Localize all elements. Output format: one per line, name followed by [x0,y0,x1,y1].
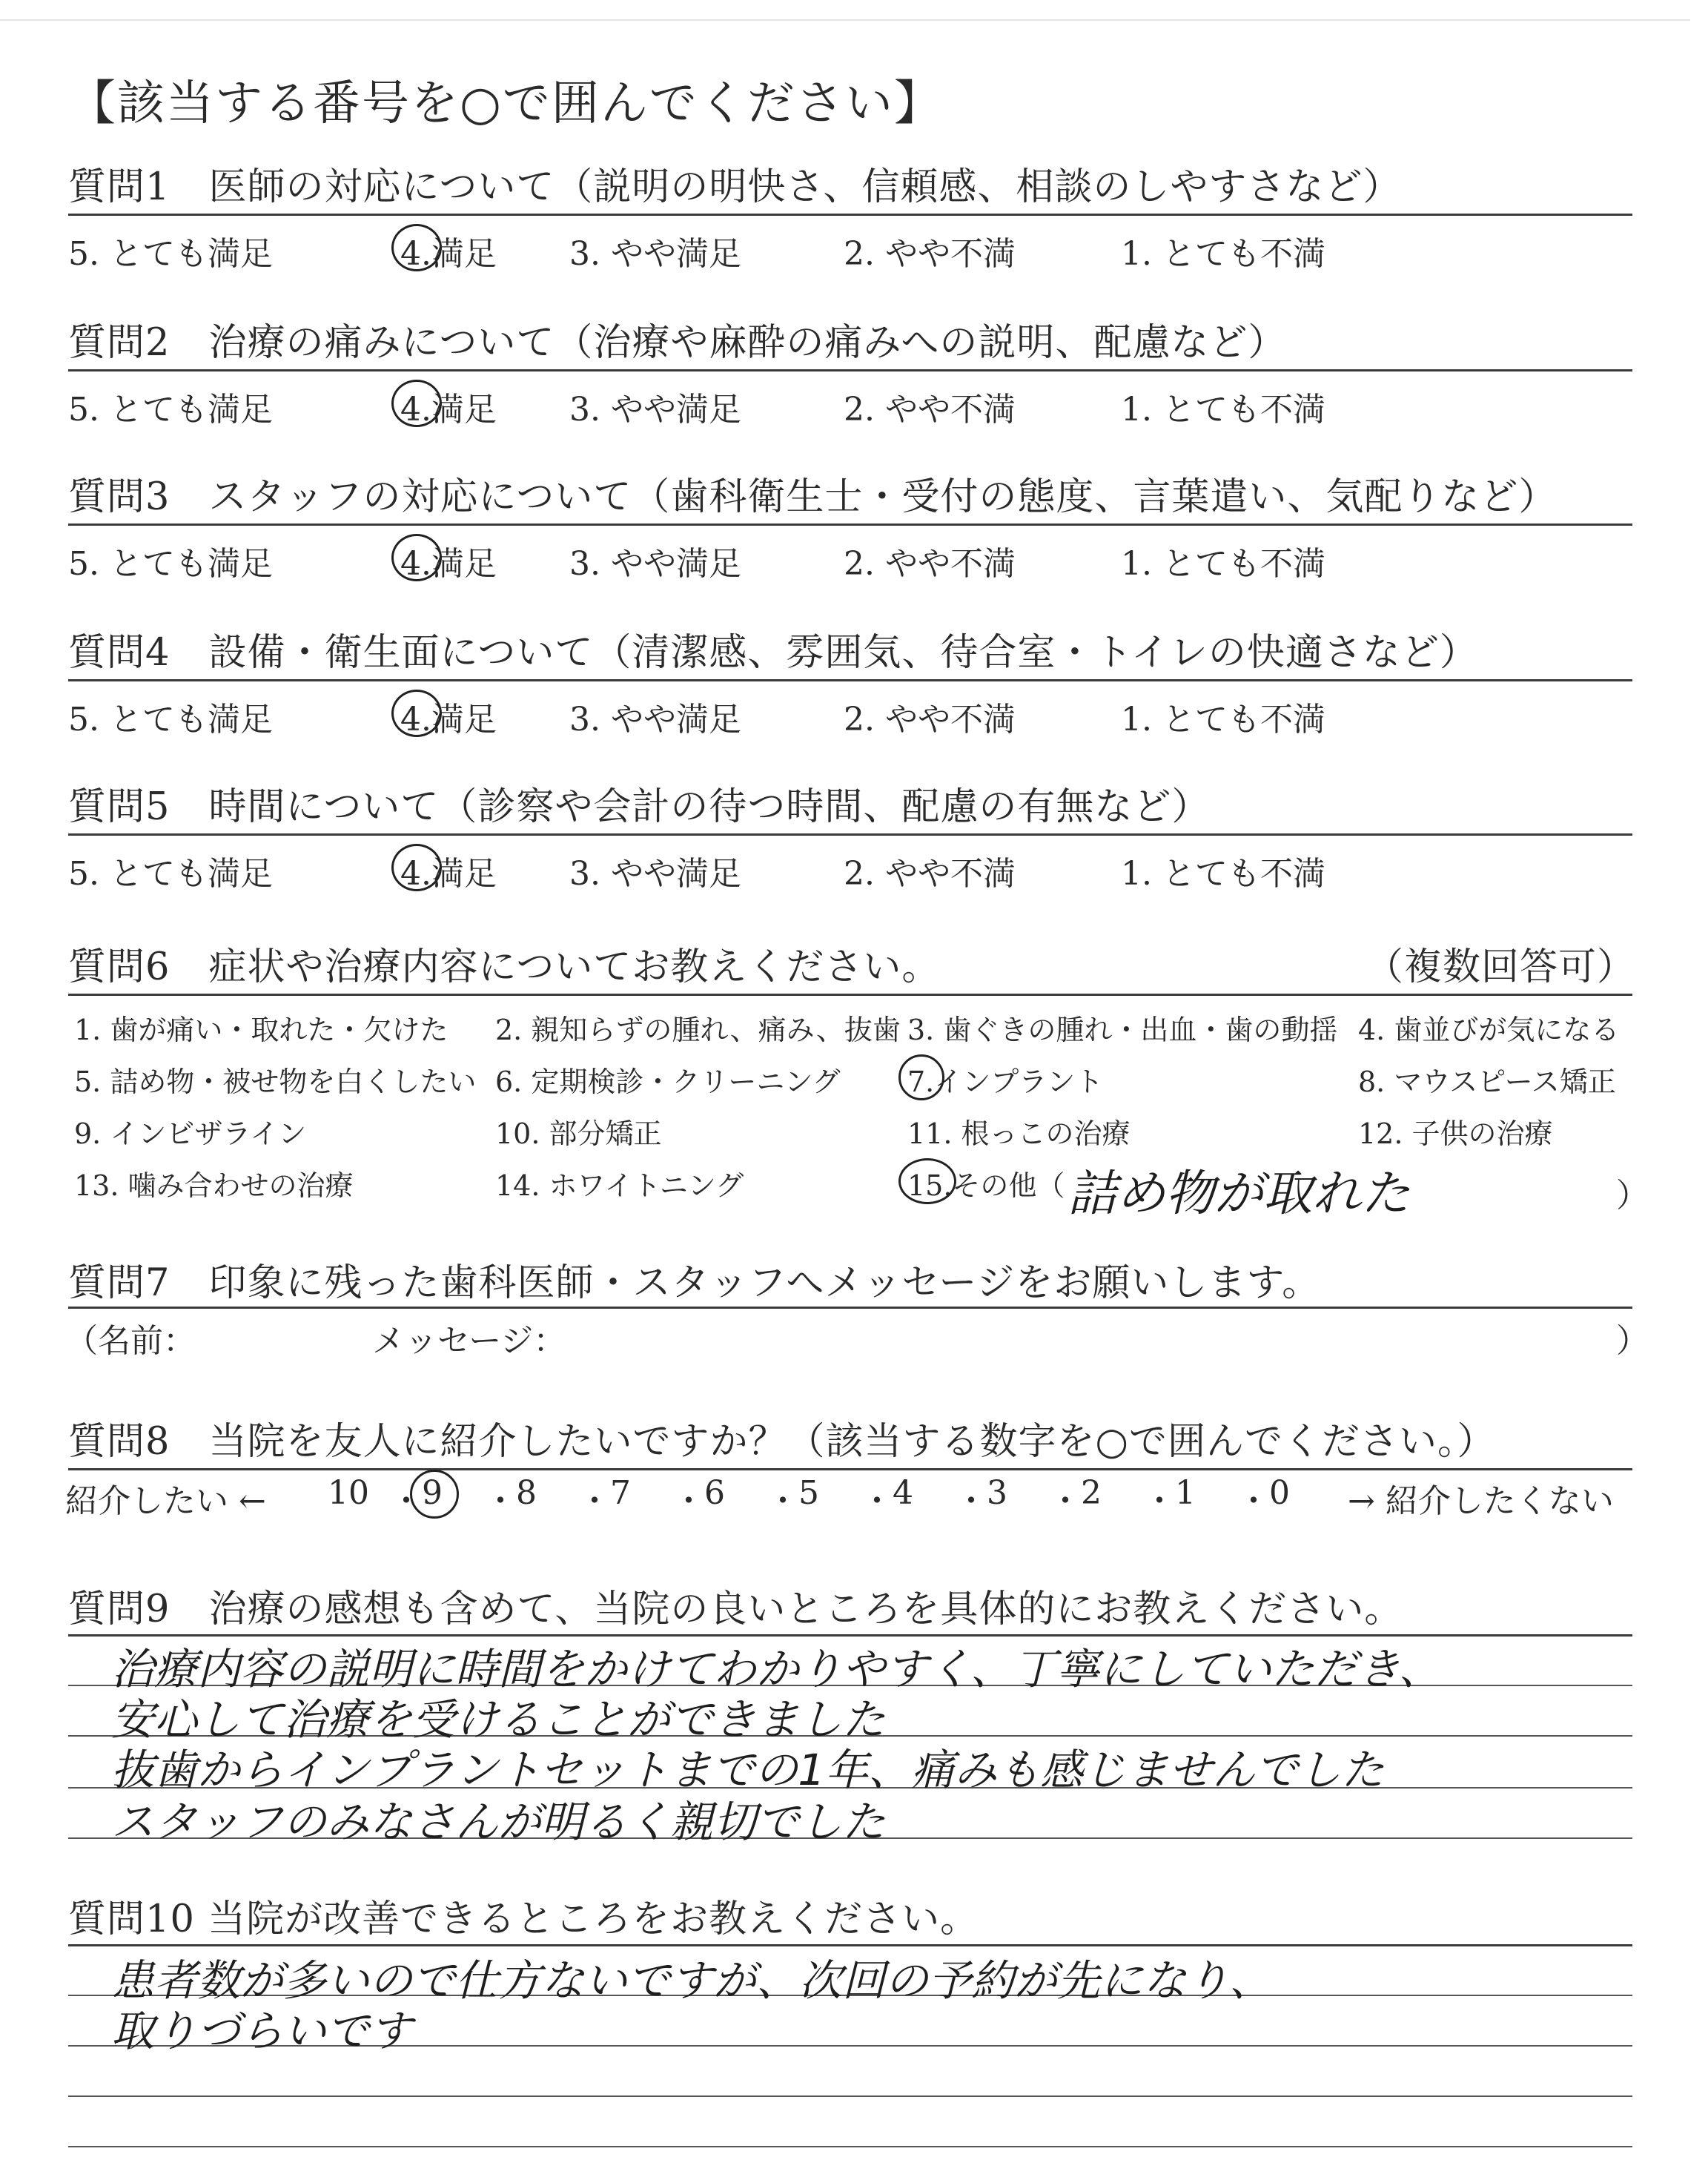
q8-dot-separator: ・ [484,1482,517,1520]
q1-option-2[interactable]: 2. やや不満 [844,235,1016,273]
q8-dot-separator: ・ [955,1482,987,1520]
q5-option-3[interactable]: 3. やや満足 [569,855,741,893]
q6-selection-circle [898,1054,944,1100]
q8-dot-separator: ・ [390,1482,423,1520]
q6-selection-circle [898,1158,956,1204]
q8-scale-5[interactable]: 5 [798,1474,819,1512]
q5-selection-circle [391,844,442,891]
form-heading: 【該当する番号を○で囲んでください】 [68,76,943,131]
q4-option-3[interactable]: 3. やや満足 [569,701,741,739]
q2-option-1[interactable]: 1. とても不満 [1121,391,1325,429]
q6-option-9[interactable]: 9. インビザライン [74,1117,307,1150]
q5-rule [68,833,1632,836]
q8-scale-1[interactable]: 1 [1175,1474,1196,1512]
q10-answer-line: 取りづらいです [111,2006,413,2056]
q8-dot-separator: ・ [672,1482,705,1520]
q3-option-3[interactable]: 3. やや満足 [569,545,741,583]
q4-option-5[interactable]: 5. とても満足 [68,701,273,739]
q10-title: 質問10 当院が改善できるところをお教えください。 [68,1898,979,1941]
q7-rule [68,1307,1632,1309]
q1-option-3[interactable]: 3. やや満足 [569,235,741,273]
q9-answer-line: 抜歯からインプラントセットまでの1年、痛みも感じませんでした [111,1745,1385,1795]
q8-scale-4[interactable]: 4 [893,1474,913,1512]
q8-scale-8[interactable]: 8 [516,1474,537,1512]
q2-rule [68,369,1632,371]
q9-answer-line: スタッフのみなさんが明るく親切でした [111,1797,886,1847]
q3-option-2[interactable]: 2. やや不満 [844,545,1016,583]
q4-rule [68,679,1632,681]
q8-dot-separator: ・ [1237,1482,1270,1520]
q1-title: 質問1 医師の対応について（説明の明快さ、信頼感、相談のしやすさなど） [68,165,1402,209]
q3-title: 質問3 スタッフの対応について（歯科衛生士・受付の態度、言葉遣い、気配りなど） [68,475,1558,519]
q2-option-4[interactable]: 4.満足 [400,391,497,429]
q5-option-1[interactable]: 1. とても不満 [1121,855,1325,893]
q6-option-13[interactable]: 13. 噛み合わせの治療 [74,1169,354,1202]
q6-option-5[interactable]: 5. 詰め物・被せ物を白くしたい [74,1066,477,1098]
q5-option-2[interactable]: 2. やや不満 [844,855,1016,893]
q10-answer-line: 患者数が多いので仕方ないですが、次回の予約が先になり、 [111,1955,1273,2006]
q7-title: 質問7 印象に残った歯科医師・スタッフへメッセージをお願いします。 [68,1261,1321,1305]
q10-line-3 [68,2095,1632,2097]
q6-option-11[interactable]: 11. 根っこの治療 [907,1117,1131,1150]
q6-other-answer: 詰め物が取れた [1068,1165,1410,1222]
q9-title: 質問9 治療の感想も含めて、当院の良いところを具体的にお教えください。 [68,1588,1403,1631]
q4-option-4[interactable]: 4.満足 [400,701,497,739]
q7-name-label: （名前： [65,1322,196,1360]
q6-option-1[interactable]: 1. 歯が痛い・取れた・欠けた [74,1014,448,1046]
q4-option-2[interactable]: 2. やや不満 [844,701,1016,739]
q7-message-label: メッセージ： [372,1322,566,1360]
q6-other-close: ） [1616,1177,1649,1215]
q6-option-12[interactable]: 12. 子供の治療 [1358,1117,1553,1150]
q6-option-8[interactable]: 8. マウスピース矯正 [1358,1066,1616,1098]
q1-option-1[interactable]: 1. とても不満 [1121,235,1325,273]
page-top-border [0,19,1690,21]
q9-answer-line: 治療内容の説明に時間をかけてわかりやすく、丁寧にしていただき、 [111,1644,1442,1694]
q2-option-2[interactable]: 2. やや不満 [844,391,1016,429]
q3-rule [68,524,1632,526]
q8-scale-7[interactable]: 7 [610,1474,631,1512]
q8-dot-separator: ・ [767,1482,799,1520]
q6-title: 質問6 症状や治療内容についてお教えください。 [68,945,941,989]
q1-option-5[interactable]: 5. とても満足 [68,235,273,273]
q6-option-2[interactable]: 2. 親知らずの腫れ、痛み、抜歯 [495,1014,901,1046]
q6-option-10[interactable]: 10. 部分矯正 [495,1117,662,1150]
q6-option-14[interactable]: 14. ホワイトニング [495,1169,744,1202]
q8-scale-9[interactable]: 9 [422,1474,443,1512]
q1-rule [68,214,1632,216]
q8-selection-circle [410,1470,459,1519]
q8-rule [68,1468,1632,1470]
q6-option-15[interactable]: 15.その他（ [907,1169,1065,1202]
q8-dot-separator: ・ [1049,1482,1082,1520]
q8-left-label: 紹介したい ← [65,1482,266,1520]
q8-scale-6[interactable]: 6 [704,1474,725,1512]
q5-title: 質問5 時間について（診察や会計の待つ時間、配慮の有無など） [68,785,1211,829]
q10-line-4 [68,2146,1632,2147]
q8-scale-10[interactable]: 10 [328,1474,369,1512]
q4-option-1[interactable]: 1. とても不満 [1121,701,1325,739]
q1-option-4[interactable]: 4.満足 [400,235,497,273]
q5-option-4[interactable]: 4.満足 [400,855,497,893]
q7-close: ） [1616,1322,1649,1360]
q2-title: 質問2 治療の痛みについて（治療や麻酔の痛みへの説明、配慮など） [68,321,1287,365]
q8-scale-0[interactable]: 0 [1269,1474,1290,1512]
q6-note: （複数回答可） [1366,945,1636,989]
q8-scale-3[interactable]: 3 [987,1474,1007,1512]
q6-option-4[interactable]: 4. 歯並びが気になる [1358,1014,1620,1046]
q8-dot-separator: ・ [861,1482,893,1520]
q3-option-5[interactable]: 5. とても満足 [68,545,273,583]
q4-title: 質問4 設備・衛生面について（清潔感、雰囲気、待合室・トイレの快適さなど） [68,631,1478,675]
q8-right-label: → 紹介したくない [1348,1482,1614,1520]
q6-rule [68,994,1632,996]
q1-selection-circle [391,224,442,271]
q3-option-1[interactable]: 1. とても不満 [1121,545,1325,583]
q6-option-7[interactable]: 7.インプラント [907,1066,1104,1098]
q4-selection-circle [391,690,442,737]
q5-option-5[interactable]: 5. とても満足 [68,855,273,893]
q3-selection-circle [391,534,442,581]
q3-option-4[interactable]: 4.満足 [400,545,497,583]
q2-option-5[interactable]: 5. とても満足 [68,391,273,429]
q6-option-6[interactable]: 6. 定期検診・クリーニング [495,1066,841,1098]
q8-dot-separator: ・ [578,1482,611,1520]
q8-title: 質問8 当院を友人に紹介したいですか？（該当する数字を○で囲んでください。） [68,1420,1496,1464]
q8-dot-separator: ・ [1143,1482,1176,1520]
q8-scale-2[interactable]: 2 [1081,1474,1102,1512]
q2-selection-circle [391,380,442,427]
q6-option-3[interactable]: 3. 歯ぐきの腫れ・出血・歯の動揺 [907,1014,1338,1046]
q2-option-3[interactable]: 3. やや満足 [569,391,741,429]
q9-answer-line: 安心して治療を受けることができました [111,1694,886,1745]
